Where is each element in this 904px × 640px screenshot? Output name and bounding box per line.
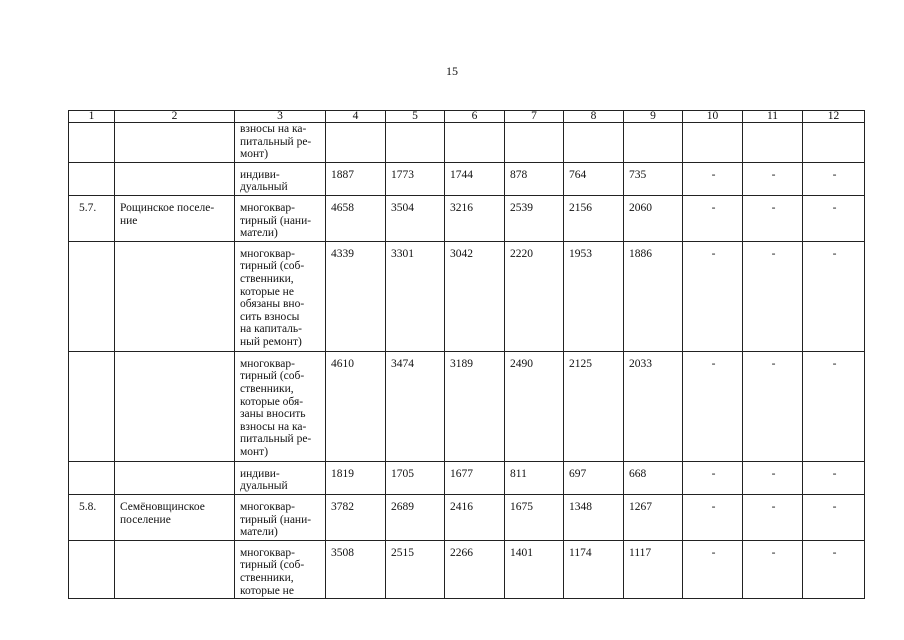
value-cell: 1348 bbox=[564, 494, 624, 540]
value-cell: 1677 bbox=[445, 461, 505, 494]
value-cell: 3189 bbox=[445, 351, 505, 461]
column-header: 1 bbox=[69, 111, 115, 123]
dash-cell: - bbox=[743, 195, 803, 241]
housing-type-cell bbox=[235, 241, 326, 351]
housing-type-cell bbox=[235, 494, 326, 540]
settlement-name-cell bbox=[115, 162, 235, 195]
housing-type-cell bbox=[235, 162, 326, 195]
dash-cell: - bbox=[803, 351, 865, 461]
table-row bbox=[69, 195, 865, 241]
value-cell: 1267 bbox=[624, 494, 683, 540]
value-cell: 3474 bbox=[386, 351, 445, 461]
column-header: 6 bbox=[445, 111, 505, 123]
section-number-cell bbox=[69, 351, 115, 461]
housing-type-line: питальный ре- bbox=[240, 135, 312, 148]
housing-type-line: сить взносы bbox=[240, 310, 300, 323]
dash-cell: - bbox=[683, 162, 743, 195]
housing-type-line: индиви- bbox=[240, 168, 280, 181]
table-row bbox=[69, 461, 865, 494]
value-cell: 2033 bbox=[624, 351, 683, 461]
table-row bbox=[69, 241, 865, 351]
dash-cell: - bbox=[743, 241, 803, 351]
table-row bbox=[69, 162, 865, 195]
housing-type-line: которые не bbox=[240, 285, 294, 298]
page-number: 15 bbox=[446, 64, 458, 78]
settlement-name-cell bbox=[115, 241, 235, 351]
value-cell: 2490 bbox=[505, 351, 564, 461]
dash-cell: - bbox=[743, 351, 803, 461]
value-cell: 2416 bbox=[445, 494, 505, 540]
value-cell: 735 bbox=[624, 162, 683, 195]
settlement-name-cell bbox=[115, 540, 235, 598]
housing-type-line: ственники, bbox=[240, 382, 294, 395]
column-header: 10 bbox=[683, 111, 743, 123]
housing-type-line: взносы на ка- bbox=[240, 420, 307, 433]
value-cell bbox=[803, 123, 865, 163]
value-cell bbox=[743, 123, 803, 163]
value-cell: 4658 bbox=[326, 195, 386, 241]
value-cell: 1705 bbox=[386, 461, 445, 494]
column-header: 2 bbox=[115, 111, 235, 123]
value-cell bbox=[326, 123, 386, 163]
column-number-row bbox=[69, 111, 865, 123]
dash-cell: - bbox=[743, 540, 803, 598]
value-cell: 3042 bbox=[445, 241, 505, 351]
housing-type-line: дуальный bbox=[240, 480, 288, 493]
housing-type-line: монт) bbox=[240, 148, 269, 161]
housing-type-line: многоквар- bbox=[240, 201, 295, 214]
column-header: 8 bbox=[564, 111, 624, 123]
value-cell: 2515 bbox=[386, 540, 445, 598]
dash-cell: - bbox=[743, 494, 803, 540]
value-cell: 668 bbox=[624, 461, 683, 494]
value-cell: 3782 bbox=[326, 494, 386, 540]
value-cell: 2125 bbox=[564, 351, 624, 461]
dash-cell: - bbox=[803, 540, 865, 598]
housing-type-line: многоквар- bbox=[240, 247, 295, 260]
dash-cell: - bbox=[743, 162, 803, 195]
housing-type-line: дуальный bbox=[240, 181, 288, 194]
value-cell: 2156 bbox=[564, 195, 624, 241]
section-number-cell bbox=[69, 241, 115, 351]
column-header: 12 bbox=[803, 111, 865, 123]
section-number-cell bbox=[69, 540, 115, 598]
value-cell: 811 bbox=[505, 461, 564, 494]
column-header: 7 bbox=[505, 111, 564, 123]
dash-cell: - bbox=[803, 162, 865, 195]
housing-type-line: заны вносить bbox=[240, 408, 306, 421]
value-cell: 3508 bbox=[326, 540, 386, 598]
value-cell: 1819 bbox=[326, 461, 386, 494]
column-header: 11 bbox=[743, 111, 803, 123]
housing-type-line: матели) bbox=[240, 227, 278, 240]
table-row bbox=[69, 494, 865, 540]
housing-type-cell bbox=[235, 461, 326, 494]
value-cell: 3504 bbox=[386, 195, 445, 241]
value-cell: 1773 bbox=[386, 162, 445, 195]
column-header: 9 bbox=[624, 111, 683, 123]
section-number-cell: 5.8. bbox=[69, 494, 115, 540]
housing-type-line: питальный ре- bbox=[240, 433, 312, 446]
housing-type-line: тирный (соб- bbox=[240, 370, 305, 383]
dash-cell: - bbox=[683, 241, 743, 351]
housing-type-line: ственники, bbox=[240, 272, 294, 285]
value-cell: 2539 bbox=[505, 195, 564, 241]
housing-type-line: тирный (соб- bbox=[240, 260, 305, 273]
value-cell bbox=[445, 123, 505, 163]
tariff-table bbox=[68, 110, 865, 599]
housing-type-line: на капиталь- bbox=[240, 323, 302, 336]
column-header: 3 bbox=[235, 111, 326, 123]
housing-type-line: которые не bbox=[240, 584, 294, 597]
housing-type-cell bbox=[235, 195, 326, 241]
housing-type-line: монт) bbox=[240, 445, 269, 458]
value-cell bbox=[505, 123, 564, 163]
settlement-name-cell bbox=[115, 351, 235, 461]
dash-cell: - bbox=[683, 461, 743, 494]
value-cell: 2266 bbox=[445, 540, 505, 598]
value-cell: 697 bbox=[564, 461, 624, 494]
value-cell bbox=[564, 123, 624, 163]
housing-type-cell bbox=[235, 123, 326, 163]
housing-type-line: ный ремонт) bbox=[240, 335, 302, 348]
dash-cell: - bbox=[683, 351, 743, 461]
dash-cell: - bbox=[803, 241, 865, 351]
value-cell: 4610 bbox=[326, 351, 386, 461]
value-cell: 878 bbox=[505, 162, 564, 195]
value-cell: 3301 bbox=[386, 241, 445, 351]
housing-type-line: взносы на ка- bbox=[240, 123, 307, 135]
value-cell bbox=[624, 123, 683, 163]
dash-cell: - bbox=[803, 461, 865, 494]
housing-type-line: которые обя- bbox=[240, 395, 304, 408]
housing-type-line: тирный (нани- bbox=[240, 214, 312, 227]
housing-type-line: ственники, bbox=[240, 571, 294, 584]
dash-cell: - bbox=[683, 494, 743, 540]
value-cell: 2060 bbox=[624, 195, 683, 241]
housing-type-line: тирный (нани- bbox=[240, 513, 312, 526]
dash-cell: - bbox=[683, 195, 743, 241]
dash-cell: - bbox=[803, 195, 865, 241]
dash-cell: - bbox=[743, 461, 803, 494]
settlement-name-cell: Рощинское поселе- ние bbox=[115, 195, 235, 241]
dash-cell: - bbox=[803, 494, 865, 540]
table-row bbox=[69, 540, 865, 598]
value-cell bbox=[386, 123, 445, 163]
value-cell: 1174 bbox=[564, 540, 624, 598]
housing-type-line: тирный (соб- bbox=[240, 559, 305, 572]
section-number-cell bbox=[69, 162, 115, 195]
section-number-cell: 5.7. bbox=[69, 195, 115, 241]
settlement-name-cell: Семёновщинское поселение bbox=[115, 494, 235, 540]
section-number-cell bbox=[69, 461, 115, 494]
settlement-name-cell bbox=[115, 123, 235, 163]
section-number-cell bbox=[69, 123, 115, 163]
value-cell: 1887 bbox=[326, 162, 386, 195]
value-cell: 3216 bbox=[445, 195, 505, 241]
housing-type-line: многоквар- bbox=[240, 500, 295, 513]
settlement-name-cell bbox=[115, 461, 235, 494]
housing-type-line: индиви- bbox=[240, 467, 280, 480]
housing-type-cell bbox=[235, 540, 326, 598]
value-cell: 764 bbox=[564, 162, 624, 195]
column-header: 4 bbox=[326, 111, 386, 123]
value-cell: 2220 bbox=[505, 241, 564, 351]
dash-cell: - bbox=[683, 540, 743, 598]
housing-type-line: многоквар- bbox=[240, 546, 295, 559]
housing-type-line: многоквар- bbox=[240, 357, 295, 370]
value-cell: 4339 bbox=[326, 241, 386, 351]
value-cell: 1886 bbox=[624, 241, 683, 351]
value-cell: 1675 bbox=[505, 494, 564, 540]
value-cell: 1744 bbox=[445, 162, 505, 195]
column-header: 5 bbox=[386, 111, 445, 123]
value-cell bbox=[683, 123, 743, 163]
table-row bbox=[69, 351, 865, 461]
value-cell: 1117 bbox=[624, 540, 683, 598]
housing-type-line: матели) bbox=[240, 526, 278, 539]
value-cell: 1953 bbox=[564, 241, 624, 351]
value-cell: 1401 bbox=[505, 540, 564, 598]
table-row bbox=[69, 123, 865, 163]
housing-type-line: обязаны вно- bbox=[240, 298, 305, 311]
housing-type-cell bbox=[235, 351, 326, 461]
value-cell: 2689 bbox=[386, 494, 445, 540]
